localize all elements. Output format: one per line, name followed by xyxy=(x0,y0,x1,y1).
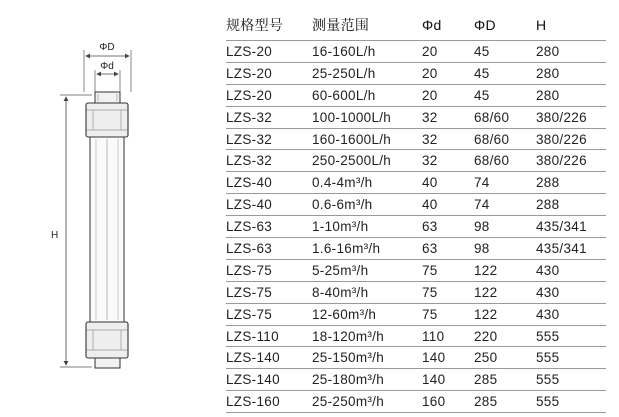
table-row xyxy=(226,347,606,369)
model-cell: LZS-75 xyxy=(226,281,306,303)
outer-diameter-cell: 45 xyxy=(468,84,530,106)
header-height: H xyxy=(536,17,547,33)
model-cell: LZS-32 xyxy=(226,128,306,150)
table-row xyxy=(226,84,606,106)
outer-diameter-cell: 285 xyxy=(468,391,530,413)
height-cell: 555 xyxy=(530,369,606,391)
outer-diameter-cell: 122 xyxy=(468,303,530,325)
table-row xyxy=(226,41,606,63)
header-inner-diameter: Φd xyxy=(422,17,442,33)
inner-diameter-cell: 32 xyxy=(416,128,468,150)
outer-diameter-cell: 68/60 xyxy=(468,150,530,172)
model-cell: LZS-40 xyxy=(226,194,306,216)
od-label: ΦD xyxy=(99,42,115,53)
table-header-row xyxy=(226,10,606,41)
model-cell: LZS-32 xyxy=(226,150,306,172)
model-cell: LZS-140 xyxy=(226,347,306,369)
model-cell: LZS-160 xyxy=(226,391,306,413)
height-cell: 280 xyxy=(530,62,606,84)
id-label: Φd xyxy=(100,61,114,72)
range-cell: 0.4-4m³/h xyxy=(306,172,416,194)
spec-table xyxy=(226,10,606,413)
outer-diameter-cell: 68/60 xyxy=(468,128,530,150)
range-cell: 8-40m³/h xyxy=(306,281,416,303)
table-row xyxy=(226,216,606,238)
table-row xyxy=(226,369,606,391)
header-outer-diameter: ΦD xyxy=(474,17,496,33)
model-cell: LZS-32 xyxy=(226,106,306,128)
table-row xyxy=(226,194,606,216)
model-cell: LZS-75 xyxy=(226,259,306,281)
inner-diameter-cell: 32 xyxy=(416,106,468,128)
outer-diameter-cell: 98 xyxy=(468,216,530,238)
table-row xyxy=(226,150,606,172)
table-row xyxy=(226,238,606,260)
inner-diameter-cell: 20 xyxy=(416,62,468,84)
inner-diameter-cell: 40 xyxy=(416,172,468,194)
outer-diameter-cell: 68/60 xyxy=(468,106,530,128)
range-cell: 25-250m³/h xyxy=(306,391,416,413)
table-row xyxy=(226,106,606,128)
height-cell: 555 xyxy=(530,325,606,347)
range-cell: 25-250L/h xyxy=(306,62,416,84)
height-label: H xyxy=(51,230,59,241)
model-cell: LZS-140 xyxy=(226,369,306,391)
inner-diameter-cell: 160 xyxy=(416,391,468,413)
outer-diameter-cell: 122 xyxy=(468,259,530,281)
range-cell: 0.6-6m³/h xyxy=(306,194,416,216)
range-cell: 25-150m³/h xyxy=(306,347,416,369)
inner-diameter-cell: 75 xyxy=(416,281,468,303)
height-cell: 435/341 xyxy=(530,216,606,238)
outer-diameter-cell: 74 xyxy=(468,194,530,216)
outer-diameter-cell: 74 xyxy=(468,172,530,194)
range-cell: 100-1000L/h xyxy=(306,106,416,128)
table-row xyxy=(226,128,606,150)
model-cell: LZS-20 xyxy=(226,84,306,106)
height-cell: 435/341 xyxy=(530,238,606,260)
range-cell: 12-60m³/h xyxy=(306,303,416,325)
inner-diameter-cell: 75 xyxy=(416,259,468,281)
outer-diameter-cell: 45 xyxy=(468,41,530,63)
id-dimension xyxy=(95,61,120,92)
inner-diameter-cell: 63 xyxy=(416,216,468,238)
inner-diameter-cell: 140 xyxy=(416,369,468,391)
outer-diameter-cell: 250 xyxy=(468,347,530,369)
height-cell: 555 xyxy=(530,391,606,413)
height-cell: 380/226 xyxy=(530,150,606,172)
outer-diameter-cell: 220 xyxy=(468,325,530,347)
model-cell: LZS-20 xyxy=(226,41,306,63)
table-row xyxy=(226,303,606,325)
inner-diameter-cell: 40 xyxy=(416,194,468,216)
range-cell: 25-180m³/h xyxy=(306,369,416,391)
flowmeter-dimension-drawing xyxy=(0,0,200,417)
range-cell: 16-160L/h xyxy=(306,41,416,63)
inner-diameter-cell: 63 xyxy=(416,238,468,260)
table-row xyxy=(226,391,606,413)
range-cell: 1-10m³/h xyxy=(306,216,416,238)
model-cell: LZS-20 xyxy=(226,62,306,84)
model-cell: LZS-110 xyxy=(226,325,306,347)
inner-diameter-cell: 140 xyxy=(416,347,468,369)
table-row xyxy=(226,281,606,303)
outer-diameter-cell: 98 xyxy=(468,238,530,260)
model-cell: LZS-40 xyxy=(226,172,306,194)
range-cell: 18-120m³/h xyxy=(306,325,416,347)
inner-diameter-cell: 75 xyxy=(416,303,468,325)
header-model: 规格型号 xyxy=(226,17,284,33)
height-cell: 288 xyxy=(530,194,606,216)
inner-diameter-cell: 20 xyxy=(416,41,468,63)
range-cell: 160-1600L/h xyxy=(306,128,416,150)
outer-diameter-cell: 285 xyxy=(468,369,530,391)
header-range: 测量范围 xyxy=(312,17,370,33)
top-fitting xyxy=(86,92,128,137)
table-row xyxy=(226,62,606,84)
model-cell: LZS-75 xyxy=(226,303,306,325)
height-cell: 430 xyxy=(530,259,606,281)
height-cell: 380/226 xyxy=(530,106,606,128)
inner-diameter-cell: 110 xyxy=(416,325,468,347)
model-cell: LZS-63 xyxy=(226,216,306,238)
height-cell: 430 xyxy=(530,303,606,325)
bottom-fitting xyxy=(86,322,128,368)
height-cell: 555 xyxy=(530,347,606,369)
outer-diameter-cell: 122 xyxy=(468,281,530,303)
glass-tube xyxy=(90,137,124,322)
height-cell: 288 xyxy=(530,172,606,194)
outer-diameter-cell: 45 xyxy=(468,62,530,84)
height-cell: 430 xyxy=(530,281,606,303)
inner-diameter-cell: 32 xyxy=(416,150,468,172)
height-cell: 280 xyxy=(530,41,606,63)
model-cell: LZS-63 xyxy=(226,238,306,260)
height-cell: 380/226 xyxy=(530,128,606,150)
table-row xyxy=(226,172,606,194)
range-cell: 250-2500L/h xyxy=(306,150,416,172)
range-cell: 60-600L/h xyxy=(306,84,416,106)
height-cell: 280 xyxy=(530,84,606,106)
table-row xyxy=(226,259,606,281)
range-cell: 1.6-16m³/h xyxy=(306,238,416,260)
inner-diameter-cell: 20 xyxy=(416,84,468,106)
range-cell: 5-25m³/h xyxy=(306,259,416,281)
table-row xyxy=(226,325,606,347)
